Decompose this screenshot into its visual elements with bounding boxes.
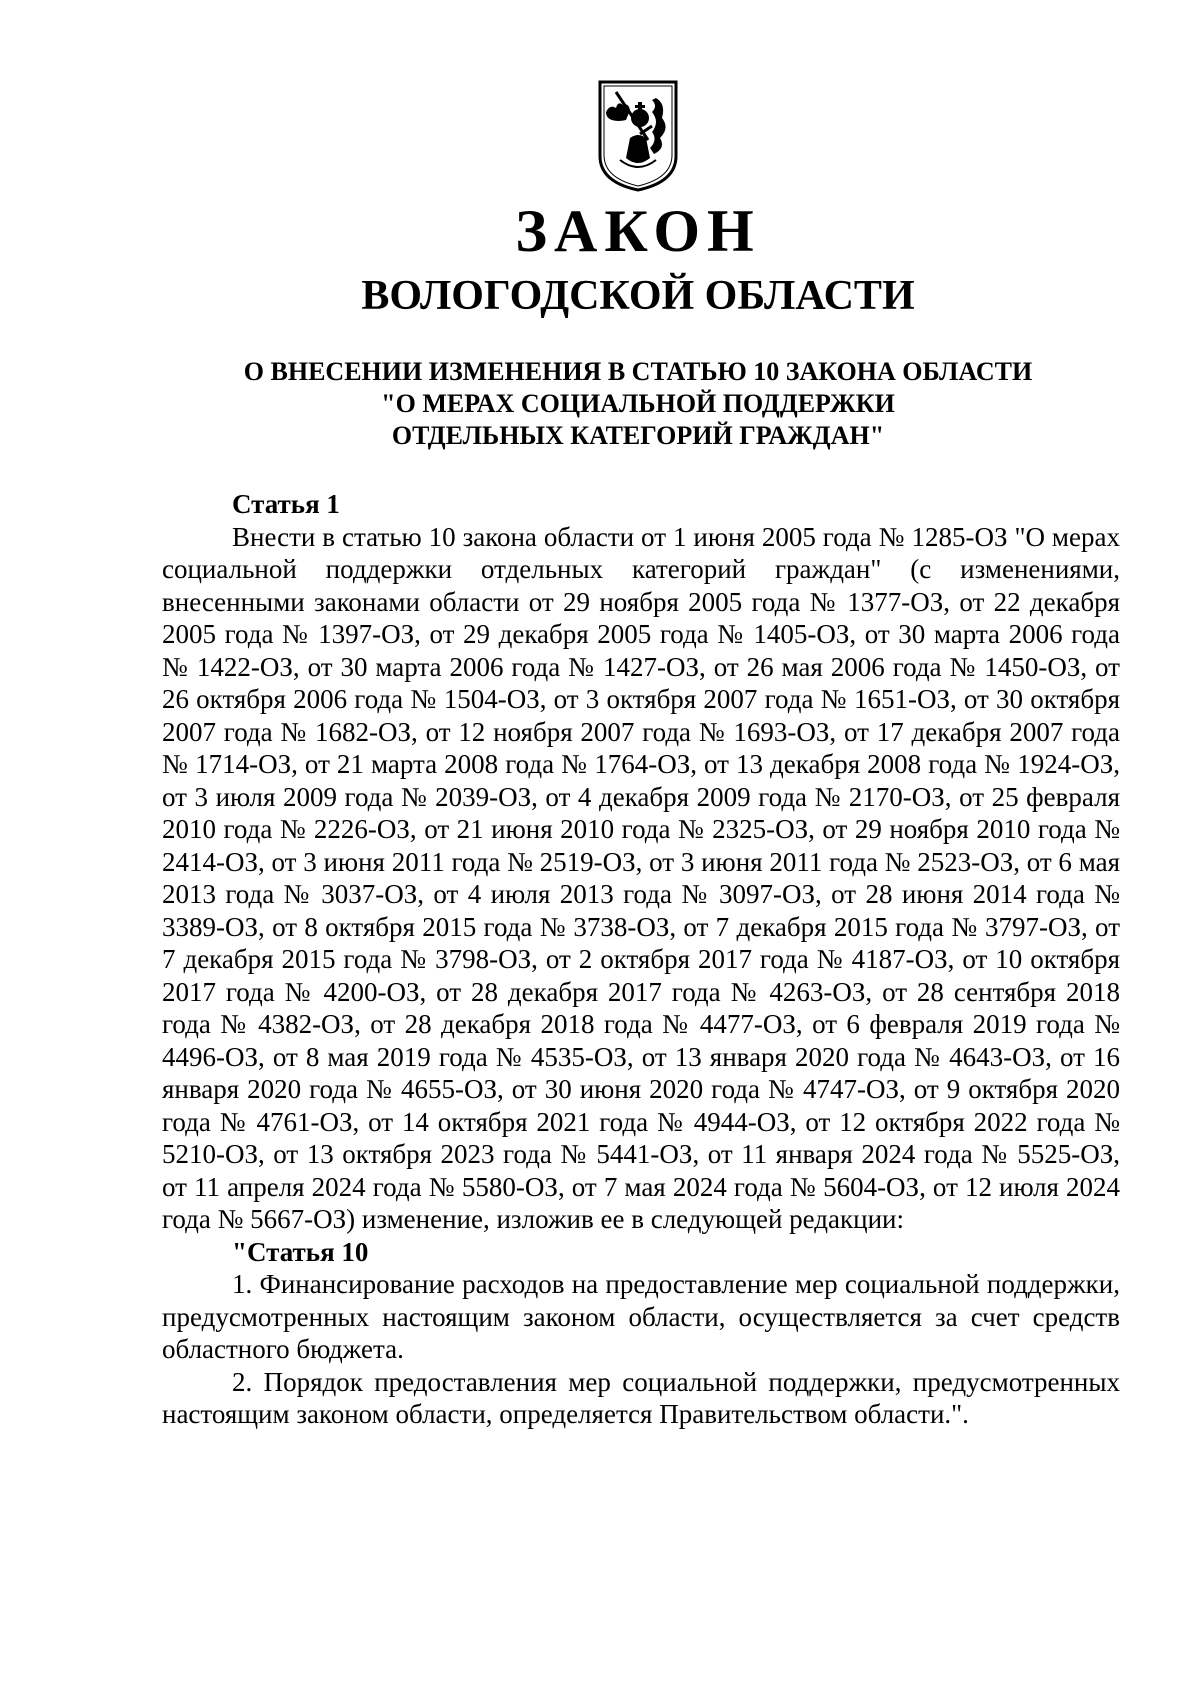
law-heading (0, 356, 1200, 452)
coat-of-arms-icon (596, 78, 680, 194)
article-1-title: Статья 1 (232, 489, 340, 519)
region-title: ВОЛОГОДСКОЙ ОБЛАСТИ (361, 273, 915, 319)
quoted-article-item-2: 2. Порядок предоставления мер социальной поддержки, предусмотренных настоящим законом области, определяется Правительством области.". (162, 1366, 1120, 1429)
quoted-article-item-1: 1. Финансирование расходов на предоставление мер социальной поддержки, предусмотренных настоящим законом области, осуществляется за счет средств областного бюджета. (162, 1269, 1120, 1364)
quoted-article-title: "Статья 10 (232, 1236, 369, 1267)
law-title: ЗАКОН (515, 198, 761, 264)
heading-line-2: "О МЕРАХ СОЦИАЛЬНОЙ ПОДДЕРЖКИ (381, 389, 895, 418)
heading-line-1: О ВНЕСЕНИИ ИЗМЕНЕНИЯ В СТАТЬЮ 10 ЗАКОНА ОБЛАСТИ (243, 357, 1033, 386)
article-1-text: Внести в статью 10 закона области от 1 июня 2005 года № 1285-ОЗ "О мерах социальной поддержки отдельных категорий граждан" (с изменениями, внесенными законами области от 29 ноября 2005 года № 1377-ОЗ, от 22 декабря 2005 года № 1397-ОЗ, от 29 декабря 2005 года № 1405-ОЗ, от 30 марта 2006 года № 1422-ОЗ, от 30 марта 2006 года № 1427-ОЗ, от 26 мая 2006 года № 1450-ОЗ, от 26 октября 2006 года № 1504-ОЗ, от 3 октября 2007 года № 1651-ОЗ, от 30 октября 2007 года № 1682-ОЗ, от 12 ноября 2007 года № 1693-ОЗ, от 17 декабря 2007 года № 1714-ОЗ, от 21 марта 2008 года № 1764-ОЗ, от 13 декабря 2008 года № 1924-ОЗ, от 3 июля 2009 года № 2039-ОЗ, от 4 декабря 2009 года № 2170-ОЗ, от 25 февраля 2010 года № 2226-ОЗ, от 21 июня 2010 года № 2325-ОЗ, от 29 ноября 2010 года № 2414-ОЗ, от 3 июня 2011 года № 2519-ОЗ, от 3 июня 2011 года № 2523-ОЗ, от 6 мая 2013 года № 3037-ОЗ, от 4 июля 2013 года № 3097-ОЗ, от 28 июня 2014 года № 3389-ОЗ, от 8 октября 2015 года № 3738-ОЗ, от 7 декабря 2015 года № 3797-ОЗ, от 7 декабря 2015 года № 3798-ОЗ, от 2 октября 2017 года № 4187-ОЗ, от 10 октября 2017 года № 4200-ОЗ, от 28 декабря 2017 года № 4263-ОЗ, от 28 сентября 2018 года № 4382-ОЗ, от 28 декабря 2018 года № 4477-ОЗ, от 6 февраля 2019 года № 4496-ОЗ, от 8 мая 2019 года № 4535-ОЗ, от 13 января 2020 года № 4643-ОЗ, от 16 января 2020 года № 4655-ОЗ, от 30 июня 2020 года № 4747-ОЗ, от 9 октября 2020 года № 4761-ОЗ, от 14 октября 2021 года № 4944-ОЗ, от 12 октября 2022 года № 5210-ОЗ, от 13 октября 2023 года № 5441-ОЗ, от 11 января 2024 года № 5525-ОЗ, от 11 апреля 2024 года № 5580-ОЗ, от 7 мая 2024 года № 5604-ОЗ, от 12 июля 2024 года № 5667-ОЗ) изменение, изложив ее в следующей редакции: (162, 521, 1120, 1234)
heading-line-3: ОТДЕЛЬНЫХ КАТЕГОРИЙ ГРАЖДАН" (391, 421, 885, 450)
law-body (162, 488, 1120, 1431)
